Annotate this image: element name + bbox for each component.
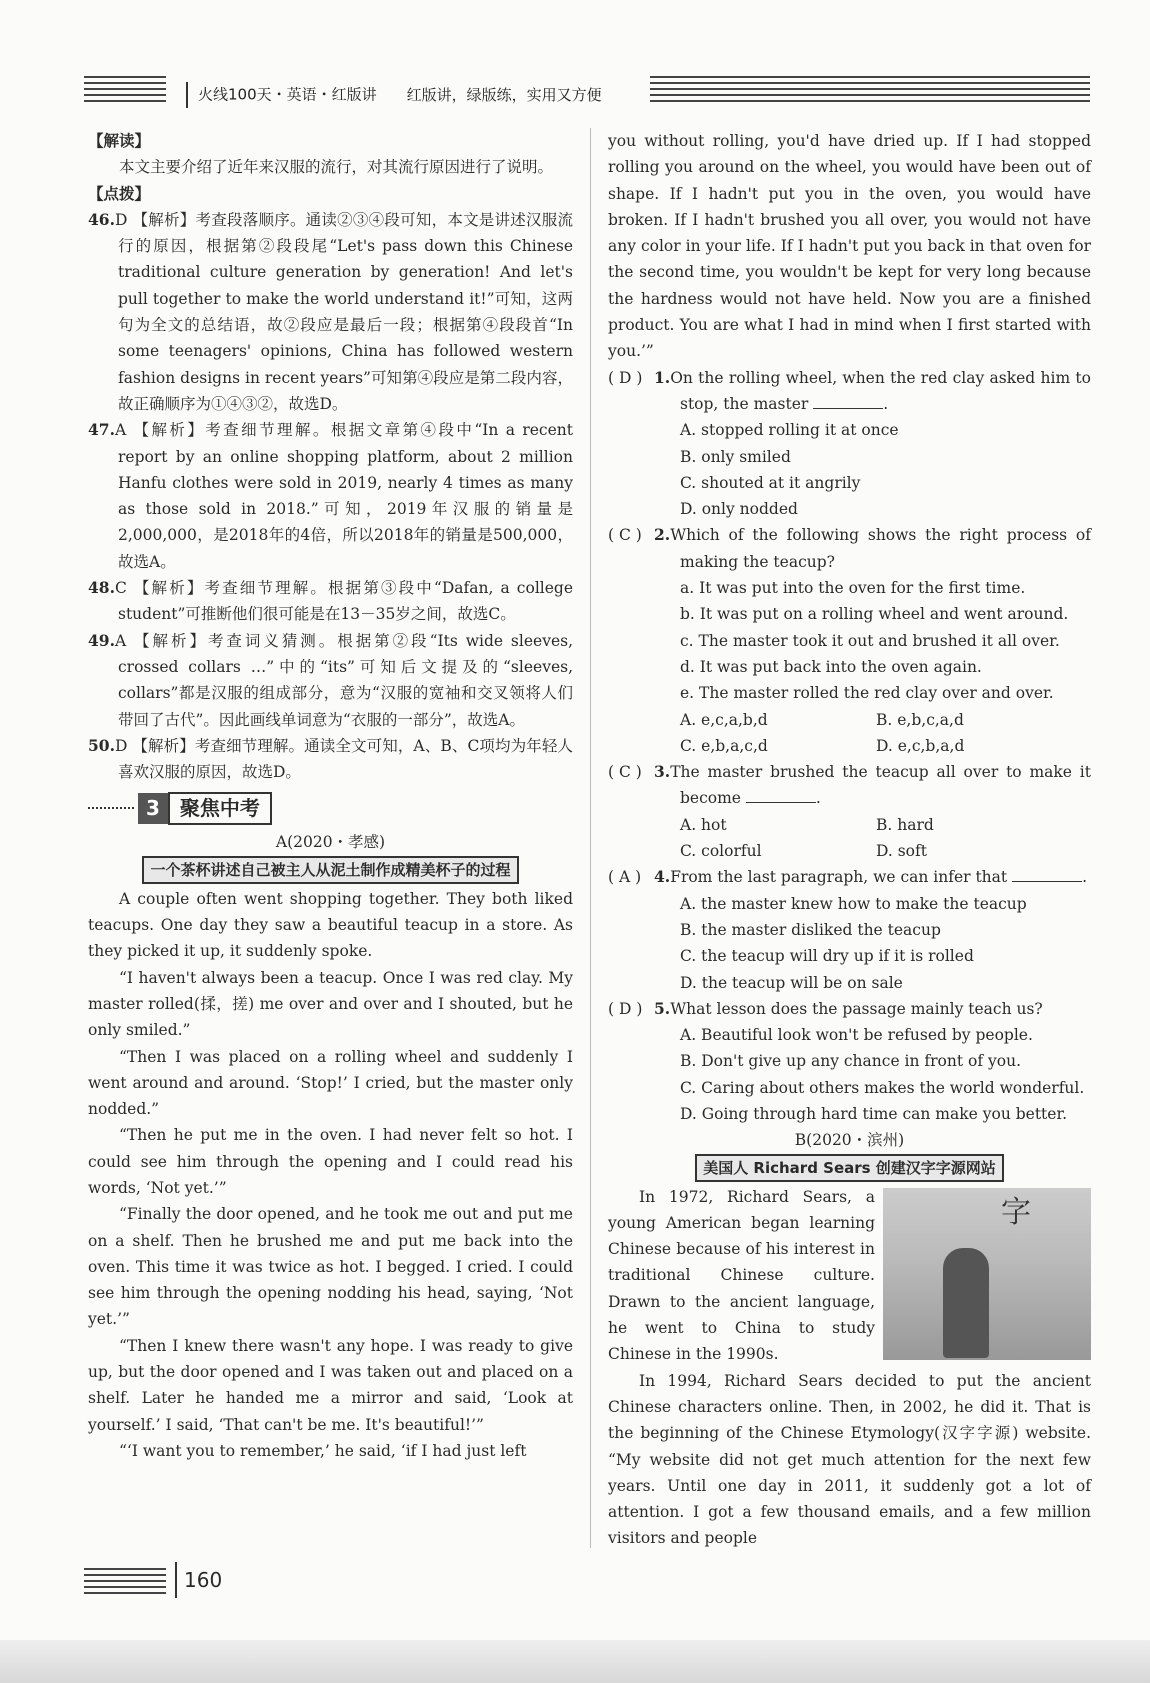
question-stem: ( A ) 4.From the last paragraph, we can infer that . — [608, 864, 1091, 890]
option: C. the teacup will dry up if it is rolled — [680, 947, 974, 966]
answer-number: 48. — [88, 578, 115, 598]
option: D. only nodded — [680, 500, 798, 519]
answer-number: 47. — [88, 420, 115, 440]
option: B. Don't give up any chance in front of you. — [680, 1052, 1022, 1071]
option: A. stopped rolling it at once — [680, 421, 899, 440]
option: D. Going through hard time can make you better. — [680, 1104, 1068, 1123]
answer-item: 49.A 【解析】考查词义猜测。根据第②段“Its wide sleeves, crossed collars …”中的“its”可知后文提及的“sleeves, collars”都是汉服的组成部分，意为“汉服的宽袖和交叉领将人们带回了古代”。因此画线单词意为“衣服的一部分”，故选A。 — [88, 630, 573, 729]
question-number: 3. — [654, 762, 671, 782]
photo-character: 字 — [1001, 1194, 1031, 1230]
footer-rule — [84, 1568, 166, 1594]
scan-bottom-band — [0, 1640, 1150, 1683]
answer-number: 46. — [88, 209, 115, 229]
option: C. Caring about others makes the world wonderful. — [680, 1078, 1085, 1097]
option: C. colorful — [680, 842, 762, 861]
passage-b-source: B(2020・滨州) — [794, 1131, 905, 1150]
section-title: 聚焦中考 — [168, 792, 272, 824]
header-rule-left — [84, 76, 166, 106]
answer-blank — [746, 802, 816, 803]
option: B. the master disliked the teacup — [680, 920, 941, 939]
process-step: c. The master took it out and brushed it all over. — [680, 631, 1060, 650]
header-separator — [186, 82, 188, 108]
passage-a-body — [88, 886, 573, 1465]
passage-a-paragraph: “Then I was placed on a rolling wheel and suddenly I went around and around. ‘Stop!’ I cried, but the master only nodded.” — [88, 1047, 573, 1119]
book-tagline: 红版讲，绿版练，实用又方便 — [406, 85, 602, 104]
process-step: b. It was put on a rolling wheel and went around. — [680, 605, 1069, 624]
page-footer — [84, 1568, 223, 1598]
answer-paren: ( C ) — [608, 763, 642, 782]
passage-a-title: 一个茶杯讲述自己被主人从泥土制作成精美杯子的过程 — [142, 856, 518, 884]
dianbo-label: 【点拨】 — [88, 183, 151, 203]
question-list — [608, 365, 1091, 1128]
question-number: 5. — [654, 998, 671, 1018]
right-column — [608, 128, 1091, 1552]
passage-a-paragraph: “‘I want you to remember,’ he said, ‘if I had just left — [119, 1441, 527, 1460]
option-row — [608, 733, 1091, 759]
passage-a-paragraph: “Then I knew there wasn't any hope. I was ready to give up, but the door opened and I was taken out and placed on a shelf. Later he handed me a mirror and said, ‘Look at yourself.’ I said, ‘That can't be me. It's beautiful!’” — [88, 1336, 573, 1434]
option-row — [608, 707, 1091, 733]
option: D. the teacup will be on sale — [680, 973, 903, 992]
passage-b-paragraph-2: In 1994, Richard Sears decided to put the ancient Chinese characters online. Then, in 2002, he did it. That is the beginning of the Chinese Etymology(汉字字源) website. “My website did not get much attention for the next few years. Until one day in 2011, it suddenly got a lot of attention. I got a few thousand emails, and a few million visitors and people — [608, 1371, 1091, 1548]
question-number: 4. — [654, 867, 671, 887]
option: A. e,c,a,b,d — [680, 710, 768, 729]
answer-paren: ( D ) — [608, 999, 643, 1018]
option: C. e,b,a,c,d — [680, 736, 768, 755]
jiedu-text: 本文主要介绍了近年来汉服的流行，对其流行原因进行了说明。 — [119, 158, 554, 177]
jiedu-label: 【解读】 — [88, 131, 151, 150]
column-divider — [590, 128, 591, 1548]
option-row — [608, 838, 1091, 864]
book-title: 火线100天・英语・红版讲 — [198, 85, 377, 104]
answer-item: 46.D 【解析】考查段落顺序。通读②③④段可知，本文是讲述汉服流行的原因，根据第②段段尾“Let's pass down this Chinese traditional culture generation by generation! And let's pull together to make the world understand it!”可知，这两句为全文的总结语，故②段应是最后一段；根据第④段段首“In some teenagers' opinions, China has followed western fashion designs in recent years”可知第④段应是第二段内容，故正确顺序为①④③②，故选D。 — [88, 209, 573, 413]
option: C. shouted at it angrily — [680, 473, 861, 492]
passage-b-title: 美国人 Richard Sears 创建汉字字源网站 — [695, 1154, 1004, 1182]
question-stem: ( D ) 5.What lesson does the passage mainly teach us? — [608, 996, 1091, 1022]
passage-a-source: A(2020・孝感) — [275, 833, 386, 852]
passage-b-paragraph-1: In 1972, Richard Sears, a young American began learning Chinese because of his interest in traditional Chinese culture. Drawn to the ancient language, he went to China to study Chinese in the 1990s. — [608, 1187, 875, 1364]
passage-a-paragraph: “Finally the door opened, and he took me out and put me on a shelf. Then he brushed me and put me back into the oven. This time it was twice as hot. I begged. I cried. I could see him through the opening nodding his head, saying, ‘Not yet.’” — [88, 1205, 573, 1329]
header-rule-right — [650, 76, 1090, 106]
page-number: 160 — [184, 1568, 223, 1592]
answer-number: 50. — [88, 735, 115, 755]
section-number: 3 — [138, 793, 168, 823]
option: A. Beautiful look won't be refused by people. — [680, 1026, 1033, 1045]
process-step: e. The master rolled the red clay over and over. — [680, 684, 1054, 703]
option: B. e,b,c,a,d — [876, 710, 964, 729]
option: A. the master knew how to make the teacup — [680, 894, 1027, 913]
answer-paren: ( C ) — [608, 526, 642, 545]
question-stem: ( D ) 1.On the rolling wheel, when the red clay asked him to stop, the master . — [608, 365, 1091, 418]
option: D. soft — [876, 842, 927, 861]
answer-paren: ( D ) — [608, 368, 643, 387]
passage-a-paragraph: “I haven't always been a teacup. Once I was red clay. My master rolled(揉，搓) me over and over and I shouted, but he only smiled.” — [88, 968, 573, 1040]
question-stem: ( C ) 3.The master brushed the teacup all over to make it become . — [608, 759, 1091, 812]
person-figure — [943, 1248, 989, 1358]
answer-list — [88, 207, 573, 786]
passage-a-paragraph: “Then he put me in the oven. I had never felt so hot. I could see him through the opening and I could read his words, ‘Not yet.’” — [88, 1126, 573, 1197]
page-header — [84, 72, 1090, 114]
question-stem: ( C ) 2.Which of the following shows the right process of making the teacup? — [608, 522, 1091, 575]
option-row — [608, 812, 1091, 838]
answer-paren: ( A ) — [608, 868, 642, 887]
answer-item: 47.A 【解析】考查细节理解。根据文章第④段中“In a recent report by an online shopping platform, about 2 million Hanfu clothes were sold in 2019, nearly 4 times as many as those sold in 2018.”可知，2019年汉服的销量是2,000,000，是2018年的4倍，所以2018年的销量是500,000，故选A。 — [88, 420, 573, 571]
question-number: 1. — [654, 367, 671, 387]
section-heading — [88, 791, 573, 825]
option: A. hot — [680, 815, 727, 834]
answer-blank — [1012, 881, 1082, 882]
passage-a-paragraph: A couple often went shopping together. They both liked teacups. One day they saw a beautiful teacup in a store. As they picked it up, it suddenly spoke. — [88, 889, 573, 961]
section-dots — [88, 807, 134, 809]
footer-separator — [175, 1562, 177, 1598]
answer-item: 50.D 【解析】考查细节理解。通读全文可知，A、B、C项均为年轻人喜欢汉服的原因，故选D。 — [88, 735, 573, 782]
richard-sears-photo — [883, 1188, 1091, 1360]
passage-a-continuation: you without rolling, you'd have dried up. If I had stopped rolling you around on the wheel, you would have been out of shape. If I hadn't put you in the oven, you would have broken. If I hadn't brushed you all over, you would not have any color in your life. If I hadn't put you back in that oven for the second time, you wouldn't be kept for very long because the hardness would not have held. Now you are a finished product. You are what I had in mind when I first started with you.’” — [608, 132, 1091, 361]
option: D. e,c,b,a,d — [876, 736, 965, 755]
process-step: a. It was put into the oven for the first time. — [680, 579, 1026, 598]
option: B. hard — [876, 815, 934, 834]
option: B. only smiled — [680, 447, 791, 466]
question-number: 2. — [654, 525, 671, 545]
answer-item: 48.C 【解析】考查细节理解。根据第③段中“Dafan, a college student”可推断他们很可能是在13－35岁之间，故选C。 — [88, 578, 573, 624]
answer-blank — [813, 408, 883, 409]
process-step: d. It was put back into the oven again. — [680, 657, 982, 676]
left-column — [88, 128, 573, 1464]
answer-number: 49. — [88, 630, 115, 650]
header-text — [186, 82, 602, 108]
